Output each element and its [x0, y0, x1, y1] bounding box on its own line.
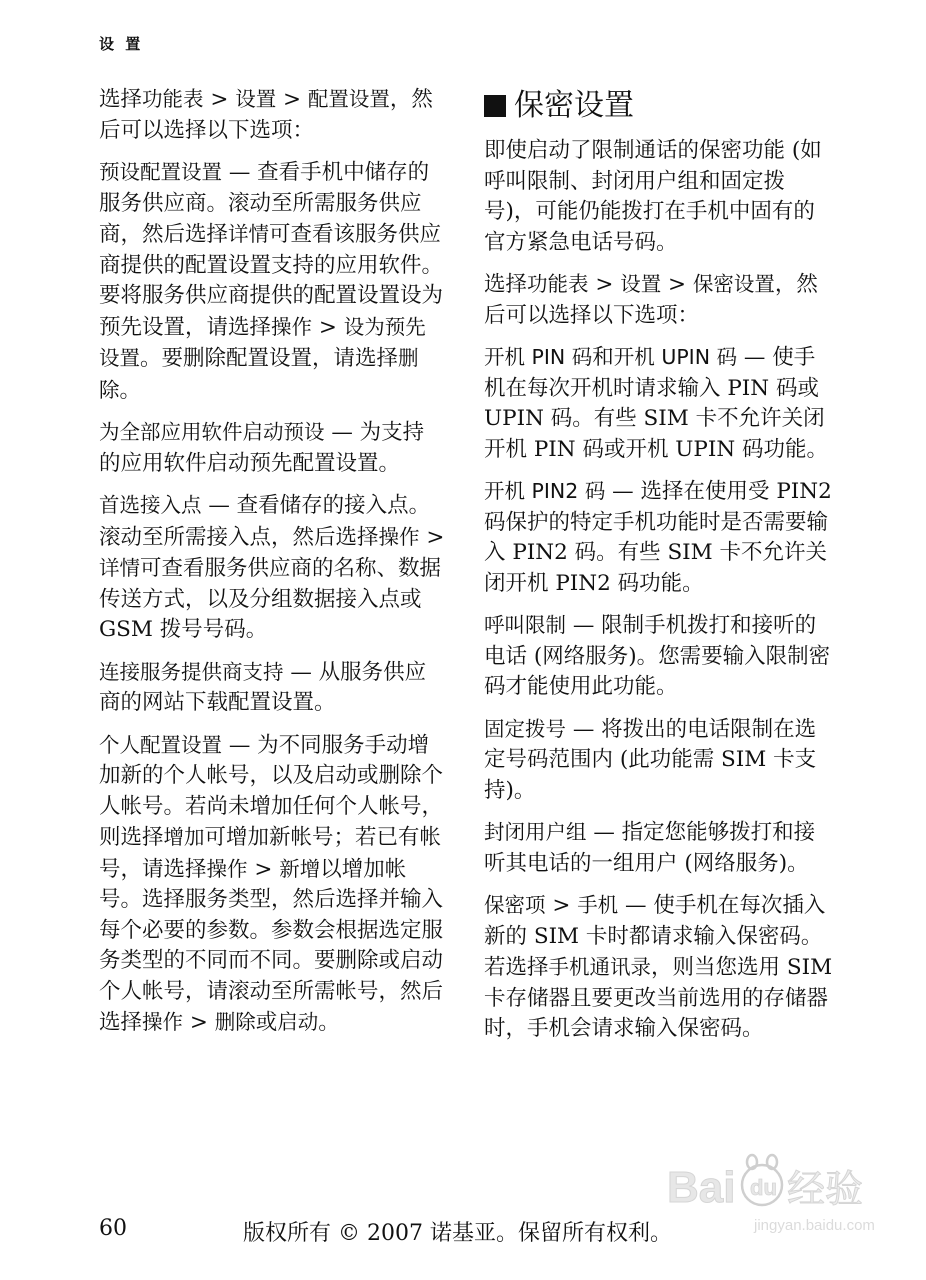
- intro-text: >: [203, 87, 236, 112]
- option-description: — 选择在使用受 PIN2 码保护的特定手机功能时是否需要输入 PIN2 码。有些 SIM 卡不允许关闭开机 PIN2 码功能。: [484, 479, 832, 596]
- option-description: 。: [119, 377, 142, 403]
- option-term: 为全部应用软件启动预设: [99, 420, 325, 444]
- menu-path-term: 功能表: [142, 87, 204, 111]
- option-term: 删除: [214, 1010, 256, 1034]
- svg-text:Bai: Bai: [667, 1163, 736, 1212]
- copyright-notice: 版权所有 © 2007 诺基亚。保留所有权利。: [243, 1221, 672, 1246]
- intro-text: >: [588, 272, 621, 297]
- option-description: — 使手机在每次插入新的 SIM 卡时都请求输入保密码。若选择: [484, 893, 826, 980]
- option-term: 连接服务提供商支持: [99, 659, 284, 684]
- option-entry: [484, 610, 836, 703]
- menu-path-term: 保密设置: [692, 272, 775, 296]
- option-term: 开机 PIN 码: [484, 345, 593, 369]
- option-term: 预设配置设置: [99, 160, 222, 184]
- option-description: — 限制手机拨打和接听的电话 (网络服务)。您需要输入限制密码才能使用此功能。: [484, 613, 831, 699]
- option-term: 操作: [206, 856, 248, 881]
- menu-path-term: 设置: [235, 87, 277, 111]
- option-description: 可增加新帐号；若已有帐号，请选择: [99, 825, 442, 882]
- left-intro: [99, 84, 445, 146]
- intro-text: ，然后可以选择以下选项：: [484, 272, 818, 328]
- option-term: 呼叫限制: [484, 613, 566, 637]
- section-heading: [484, 86, 836, 126]
- option-description: — 使手机在每次开机时请求输入 PIN 码或 UPIN 码。有些 SIM 卡不允许关闭开机 PIN 码或开机 UPIN 码功能。: [484, 345, 829, 462]
- option-description: >: [545, 893, 578, 918]
- option-description: — 为支持的应用软件启动预先配置设置。: [99, 420, 425, 476]
- option-description: 或: [255, 1010, 278, 1035]
- option-term: 增加: [163, 825, 205, 849]
- option-term: 操作: [378, 524, 420, 549]
- intro-text: >: [661, 272, 693, 297]
- page-number: 60: [99, 1216, 127, 1241]
- option-term: 开机 UPIN 码: [613, 345, 738, 369]
- option-description: — 查看手机中储存的服务供应商。滚动至所需服务供应商，然后选择: [99, 160, 430, 247]
- option-description: >: [183, 1010, 215, 1035]
- option-term: 删除: [99, 346, 419, 402]
- option-term: 固定拨号: [484, 716, 566, 741]
- option-term: 个人配置设置: [99, 732, 222, 757]
- option-entry: [99, 157, 445, 406]
- option-entry: [99, 490, 445, 646]
- svg-text:jingyan.baidu.com: jingyan.baidu.com: [754, 1217, 875, 1234]
- left-column: [99, 84, 445, 1050]
- option-entry: [484, 342, 836, 465]
- menu-path-term: 设置: [620, 272, 662, 296]
- option-entry: [99, 730, 445, 1039]
- baidu-watermark-logo: [662, 1140, 877, 1240]
- option-term: 启动: [277, 1010, 319, 1034]
- option-description: ，则当您选用 SIM 卡存储器且要更改当前选用的存储器时，手机会请求输入保密码。: [484, 955, 833, 1041]
- option-description: — 查看储存的接入点。滚动至所需接入点，然后选择: [99, 493, 431, 550]
- option-description: — 将拨出的电话限制在选定号码范围内 (此功能需 SIM 卡支持)。: [484, 716, 817, 803]
- option-term: 开机 PIN2 码: [484, 479, 606, 503]
- option-description: 可查看服务供应商的名称、数据传送方式，以及分组数据接入点或 GSM 拨号号码。: [99, 556, 442, 642]
- option-term: 封闭用户组: [484, 820, 587, 844]
- left-option-list: [99, 157, 445, 1039]
- option-description: 可查看该服务供应商提供的配置设置支持的应用软件。要将服务供应商提供的配置设置设为预先设置，请选择: [99, 222, 444, 340]
- svg-text:du: du: [750, 1175, 777, 1200]
- option-term: 操作: [142, 1010, 184, 1034]
- heading-bullet-icon: [484, 95, 506, 117]
- section-lead: 即使启动了限制通话的保密功能 (如呼叫限制、封闭用户组和固定拨号)，可能仍能拨打在手机中固有的官方紧急电话号码。: [484, 138, 822, 255]
- option-description: — 从服务供应商的网站下载配置设置。: [99, 659, 427, 715]
- option-term: 首选接入点: [99, 493, 202, 517]
- intro-text: ，然后可以选择以下选项：: [99, 87, 433, 143]
- option-description: 。要删除配置设置，请选择: [140, 346, 399, 371]
- svg-text:经验: 经验: [787, 1167, 864, 1211]
- right-column: [484, 86, 836, 1056]
- option-entry: [484, 476, 836, 599]
- running-header: 设 置: [99, 35, 144, 53]
- section-title: 保密设置: [514, 88, 634, 123]
- right-option-list: [484, 342, 836, 1045]
- option-term: 新增: [279, 856, 321, 881]
- option-term: 操作: [271, 314, 313, 339]
- option-description: >: [312, 314, 344, 340]
- option-description: 以增加帐号。选择服务类型，然后选择并输入每个必要的参数。参数会根据选定服务类型的不同而不同。要删除或启动个人帐号，请滚动至所需帐号，然后选择: [99, 856, 444, 1035]
- option-term: 详情: [99, 556, 140, 580]
- option-entry: [484, 714, 836, 807]
- option-description: — 为不同服务手动增加新的个人帐号，以及启动或删除个人帐号。若尚未增加任何个人帐号，则选择: [99, 732, 444, 850]
- menu-path-term: 配置设置: [307, 87, 390, 111]
- option-term: 详情: [228, 222, 270, 246]
- option-entry: [484, 890, 836, 1045]
- menu-path-term: 功能表: [527, 272, 589, 296]
- intro-text: >: [276, 87, 308, 112]
- right-intro: [484, 269, 836, 331]
- option-description: >: [247, 856, 280, 882]
- option-entry: [484, 817, 836, 879]
- intro-text: 选择: [484, 272, 528, 297]
- option-description: — 指定您能够拨打和接听其电话的一组用户 (网络服务)。: [484, 820, 816, 876]
- option-term: 保密项: [484, 893, 546, 917]
- option-term: 设为预先设置: [99, 314, 426, 370]
- intro-text: 选择: [99, 87, 143, 112]
- option-term: 手机: [577, 893, 619, 917]
- option-description: 。: [318, 1010, 340, 1035]
- option-entry: [99, 657, 445, 719]
- option-description: >: [419, 524, 445, 550]
- option-entry: [99, 417, 445, 479]
- option-description: 和: [592, 345, 614, 370]
- option-term: 手机通讯录: [548, 955, 652, 979]
